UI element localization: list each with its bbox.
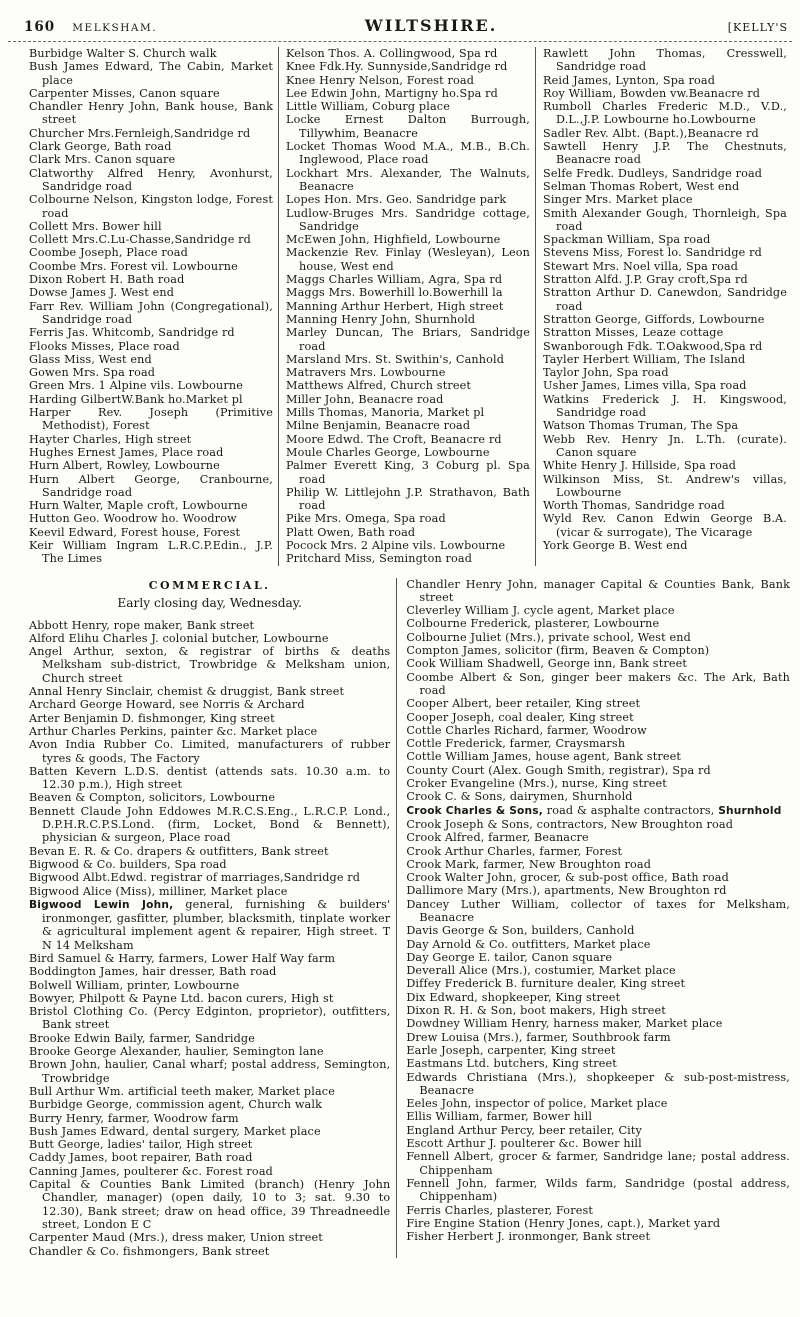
directory-entry: Bristol Clothing Co. (Percy Edginton, proprietor), outfitters, Bank street [29,1005,391,1032]
directory-entry: Colbourne Frederick, plasterer, Lowbourne [406,617,660,631]
directory-entry: Eastmans Ltd. butchers, King street [406,1057,617,1071]
directory-entry: Burbidge Walter S. Church walk [29,47,217,60]
directory-entry: Dixon R. H. & Son, boot makers, High street [406,1004,666,1018]
directory-entry: Harding GilbertW.Bank ho.Market pl [29,392,243,406]
directory-entry [29,898,390,952]
directory-entry: Crook Walter John, grocer, & sub-post office, Bath road [406,871,729,885]
directory-entry: Clark Mrs. Canon square [29,153,176,167]
directory-entry: Escott Arthur J. poulterer &c. Bower hill [406,1137,642,1151]
directory-entry: Coombe Mrs. Forest vil. Lowbourne [29,259,238,273]
directory-entry: Caddy James, boot repairer, Bath road [29,1151,253,1165]
directory-entry: County Court (Alex. Gough Smith, registrar), Spa rd [406,763,711,777]
directory-entry: Bush James Edward, The Cabin, Market place [29,60,273,87]
directory-entry: Bigwood & Co. builders, Spa road [29,857,227,871]
directory-entry: Churcher Mrs.Fernleigh,Sandridge rd [29,126,251,140]
directory-entry: Locket Thomas Wood M.A., M.B., B.Ch. Inglewood, Place road [286,140,530,167]
directory-entry: Little William, Coburg place [286,100,450,114]
directory-entry: Avon India Rubber Co. Limited, manufacturers of rubber tyres & goods, The Factory [29,738,391,765]
directory-entry: Tayler Herbert William, The Island [543,352,746,366]
page-header [0,0,800,38]
directory-entry: Keevil Edward, Forest house, Forest [29,525,241,539]
directory-entry: Colbourne Juliet (Mrs.), private school, West end [406,630,691,644]
directory-entry: Day Arnold & Co. outfitters, Market place [406,937,651,951]
directory-entry: Burbidge George, commission agent, Church walk [29,1098,323,1112]
directory-entry: Fennell Albert, grocer & farmer, Sandridge lane; postal address. Chippenham [406,1150,790,1177]
directory-entry: Philip W. Littlejohn J.P. Strathavon, Bath road [286,485,530,513]
directory-entry: Boddington James, hair dresser, Bath road [29,965,277,979]
directory-entry: Rumboll Charles Frederic M.D., V.D., D.L.,J.P. Lowbourne ho.Lowbourne [543,100,787,127]
directory-entry: Bush James Edward, dental surgery, Market place [29,1124,321,1138]
directory-entry: Clatworthy Alfred Henry, Avonhurst, Sandridge road [29,166,273,193]
directory-entry: Knee Henry Nelson, Forest road [286,73,475,87]
directory-entry: Beaven & Compton, solicitors, Lowbourne [29,791,276,805]
directory-entry: Dancey Luther William, collector of taxes for Melksham, Beanacre [406,897,790,924]
directory-entry: Reid James, Lynton, Spa road [543,73,716,87]
directory-entry: Stratton Arthur D. Canewdon, Sandridge road [543,286,787,313]
directory-entry: Annal Henry Sinclair, chemist & druggist, Bank street [29,685,345,699]
directory-entry: Manning Henry John, Shurnhold [286,312,476,326]
residents-column-2 [278,47,535,566]
directory-entry: Cooper Joseph, coal dealer, King street [406,710,634,724]
commercial-column-1 [22,578,396,1258]
directory-entry: Farr Rev. William John (Congregational), Sandridge road [29,299,273,326]
directory-entry: Bowyer, Philpott & Payne Ltd. bacon curers, High st [29,991,334,1005]
entry-text: road & asphalte contractors, [543,803,719,817]
directory-entry: Day George E. tailor, Canon square [406,950,613,964]
directory-entry: Hurn Albert, Rowley, Lowbourne [29,459,220,473]
directory-entry: Crook Alfred, farmer, Beanacre [406,831,589,845]
directory-entry: Palmer Everett King, 3 Coburg pl. Spa road [286,459,530,486]
directory-entry: Drew Louisa (Mrs.), farmer, Southbrook farm [406,1030,671,1044]
directory-entry: Abbott Henry, rope maker, Bank street [29,618,255,632]
directory-entry [406,804,790,818]
directory-entry: Rawlett John Thomas, Cresswell, Sandridge road [543,47,787,74]
directory-entry: Burry Henry, farmer, Woodrow farm [29,1111,239,1125]
directory-entry: Cooper Albert, beer retailer, King street [406,697,641,711]
header-left [24,16,234,35]
directory-entry: Arter Benjamin D. fishmonger, King street [29,711,275,725]
directory-entry: Hayter Charles, High street [29,432,192,446]
directory-entry: Roy William, Bowden vw.Beanacre rd [543,86,761,100]
directory-entry: Compton James, solicitor (firm, Beaven & Compton) [406,644,710,658]
directory-entry: Manning Arthur Herbert, High street [286,299,504,313]
commercial-heading: COMMERCIAL. [148,578,271,592]
directory-entry: Chandler Henry John, Bank house, Bank street [29,100,273,127]
directory-entry: Carpenter Misses, Canon square [29,86,220,100]
directory-entry: Selman Thomas Robert, West end [543,179,740,193]
directory-entry: Cook William Shadwell, George inn, Bank street [406,657,688,671]
directory-entry: Capital & Counties Bank Limited (branch) (Henry John Chandler, manager) (open daily, 10 to 3; sat. 9.30 to 12.30), Bank street; draw on head office, 39 Threadneedle street, London E C [29,1178,391,1231]
directory-entry: Coombe Albert & Son, ginger beer makers &c. The Ark, Bath road [406,670,790,697]
directory-entry: Green Mrs. 1 Alpine vils. Lowbourne [29,379,243,393]
directory-entry: Glass Miss, West end [29,352,152,366]
directory-entry: Usher James, Limes villa, Spa road [543,379,747,393]
directory-entry: Flooks Misses, Place road [29,339,180,353]
directory-entry: Crook Joseph & Sons, contractors, New Broughton road [406,817,734,831]
directory-entry: Pocock Mrs. 2 Alpine vils. Lowbourne [286,538,506,552]
commercial-column-2 [396,578,792,1258]
directory-entry: Butt George, ladies' tailor, High street [29,1138,253,1152]
directory-entry: Hutton Geo. Woodrow ho. Woodrow [29,512,237,526]
directory-entry: Ellis William, farmer, Bower hill [406,1110,593,1124]
publisher-mark: [KELLY'S [727,21,788,34]
directory-entry: Dallimore Mary (Mrs.), apartments, New Broughton rd [406,884,727,898]
directory-entry: Cleverley William J. cycle agent, Market place [406,604,675,618]
directory-entry: Taylor John, Spa road [543,366,669,380]
directory-entry: Stratton George, Giffords, Lowbourne [543,312,765,326]
directory-entry: McEwen John, Highfield, Lowbourne [286,233,501,247]
directory-entry: Coombe Joseph, Place road [29,246,188,260]
residents-section [0,42,800,572]
directory-entry: Diffey Frederick B. furniture dealer, King street [406,977,686,991]
directory-entry: Cottle Charles Richard, farmer, Woodrow [406,723,647,737]
place-name: MELKSHAM. [72,22,158,34]
directory-entry: Collett Mrs. Bower hill [29,219,162,233]
directory-entry: Lockhart Mrs. Alexander, The Walnuts, Beanacre [286,166,530,193]
directory-entry: Moore Edwd. The Croft, Beanacre rd [286,432,502,446]
directory-entry: Milne Benjamin, Beanacre road [286,419,471,433]
directory-entry: Stratton Alfd. J.P. Gray croft,Spa rd [543,273,748,287]
directory-entry: Wilkinson Miss, St. Andrew's villas, Lowbourne [543,472,787,499]
directory-entry: Cottle William James, house agent, Bank street [406,750,682,764]
directory-entry: Sawtell Henry J.P. The Chestnuts, Beanacre road [543,140,787,167]
directory-entry: Bolwell William, printer, Lowbourne [29,978,240,992]
directory-entry: Clark George, Bath road [29,140,172,154]
directory-entry: Hurn Walter, Maple croft, Lowbourne [29,499,248,513]
directory-entry: Earle Joseph, carpenter, King street [406,1043,616,1057]
directory-entry: Carpenter Maud (Mrs.), dress maker, Union street [29,1231,323,1245]
directory-entry: Edwards Christiana (Mrs.), shopkeeper & sub-post-mistress, Beanacre [406,1070,790,1097]
directory-entry: Batten Kevern L.D.S. dentist (attends sats. 10.30 a.m. to 12.30 p.m.), High street [29,764,391,792]
directory-entry: Matthews Alfred, Church street [286,379,472,393]
entry-bold-name: Crook Charles & Sons, [406,804,544,817]
directory-entry: Spackman William, Spa road [543,233,711,247]
directory-entry: Canning James, poulterer &c. Forest road [29,1164,273,1178]
county-title: WILTSHIRE. [364,16,498,35]
directory-entry: York George B. West end [543,538,688,552]
directory-entry: Marley Duncan, The Briars, Sandridge road [286,326,530,353]
page-number: 160 [24,19,56,35]
directory-entry: Dixon Robert H. Bath road [29,273,185,287]
directory-entry: Dix Edward, shopkeeper, King street [406,990,621,1004]
directory-entry: Cottle Frederick, farmer, Craysmarsh [406,737,626,751]
directory-entry: Ferris Jas. Whitcomb, Sandridge rd [29,326,235,340]
directory-entry: Smith Alexander Gough, Thornleigh, Spa road [543,206,787,233]
directory-entry: Croker Evangeline (Mrs.), nurse, King street [406,777,667,791]
directory-entry: Pritchard Miss, Semington road [286,552,473,566]
commercial-entries-left [29,619,390,1258]
directory-entry: Dowse James J. West end [29,286,175,300]
directory-entry: Stevens Miss, Forest lo. Sandridge rd [543,246,762,260]
directory-entry: Stratton Misses, Leaze cottage [543,326,724,340]
directory-entry: Crook C. & Sons, dairymen, Shurnhold [406,790,633,804]
directory-entry: Worth Thomas, Sandridge road [543,499,725,513]
directory-entry: Watkins Frederick J. H. Kingswood, Sandridge road [543,392,787,420]
directory-entry: Brooke George Alexander, haulier, Semington lane [29,1045,324,1059]
directory-entry: Ferris Charles, plasterer, Forest [406,1203,593,1217]
residents-column-1 [22,47,278,566]
directory-entry: Bird Samuel & Harry, farmers, Lower Half Way farm [29,952,336,965]
directory-entry: Singer Mrs. Market place [543,193,693,207]
directory-entry: Dowdney William Henry, harness maker, Market place [406,1017,723,1031]
directory-entry: Maggs Mrs. Bowerhill lo.Bowerhill la [286,286,503,300]
directory-entry: Fennell John, farmer, Wilds farm, Sandridge (postal address, Chippenham) [406,1176,790,1204]
directory-entry: England Arthur Percy, beer retailer, City [406,1123,643,1137]
directory-entry: White Henry J. Hillside, Spa road [543,459,737,473]
directory-entry: Lopes Hon. Mrs. Geo. Sandridge park [286,193,507,207]
directory-entry: Watson Thomas Truman, The Spa [543,419,739,433]
directory-entry: Archard George Howard, see Norris & Archard [29,698,305,712]
commercial-section [0,572,800,1258]
directory-entry: Alford Elihu Charles J. colonial butcher, Lowbourne [29,631,329,645]
directory-entry: Gowen Mrs. Spa road [29,366,156,380]
directory-entry: Moule Charles George, Lowbourne [286,445,490,459]
directory-entry: Arthur Charles Perkins, painter &c. Market place [29,724,318,738]
directory-entry: Chandler & Co. fishmongers, Bank street [29,1244,270,1258]
directory-entry: Bevan E. R. & Co. drapers & outfitters, Bank street [29,844,329,858]
entry-bold-name: Shurnhold [718,804,782,817]
directory-entry: Marsland Mrs. St. Swithin's, Canhold [286,352,505,366]
directory-entry: Crook Mark, farmer, New Broughton road [406,857,652,871]
directory-entry: Maggs Charles William, Agra, Spa rd [286,273,503,287]
directory-entry: Hughes Ernest James, Place road [29,445,224,459]
early-closing-note: Early closing day, Wednesday. [117,595,302,610]
directory-entry: Selfe Fredk. Dudleys, Sandridge road [543,166,763,180]
directory-entry: Brown John, haulier, Canal wharf; postal address, Semington, Trowbridge [29,1058,391,1085]
directory-entry: Platt Owen, Bath road [286,525,416,539]
directory-entry: Mackenzie Rev. Finlay (Wesleyan), Leon house, West end [286,246,530,273]
directory-entry: Bennett Claude John Eddowes M.R.C.S.Eng., L.R.C.P. Lond., D.P.H.R.C.P.S.Lond. (firm, Locket, Bond & Bennett), physician & surgeon, Place road [29,804,391,845]
directory-entry: Deverall Alice (Mrs.), costumier, Market place [406,964,676,978]
directory-entry: Matravers Mrs. Lowbourne [286,366,446,380]
residents-column-3 [535,47,792,566]
directory-entry: Fire Engine Station (Henry Jones, capt.), Market yard [406,1216,721,1230]
directory-entry: Locke Ernest Dalton Burrough, Tillywhim, Beanacre [286,113,530,140]
directory-entry: Mills Thomas, Manoria, Market pl [286,406,485,420]
directory-entry: Bull Arthur Wm. artificial teeth maker, Market place [29,1084,335,1098]
directory-entry: Collett Mrs.C.Lu-Chasse,Sandridge rd [29,233,251,247]
directory-entry: Pike Mrs. Omega, Spa road [286,512,446,526]
directory-entry: Fisher Herbert J. ironmonger, Bank street [406,1230,651,1244]
directory-entry: Sadler Rev. Albt. (Bapt.),Beanacre rd [543,126,759,140]
directory-entry: Miller John, Beanacre road [286,392,444,406]
entry-bold-name: Bigwood Lewin John, [29,898,174,911]
directory-entry: Ludlow-Bruges Mrs. Sandridge cottage, Sandridge [286,206,530,233]
directory-entry: Crook Arthur Charles, farmer, Forest [406,844,623,858]
directory-entry: Brooke Edwin Baily, farmer, Sandridge [29,1031,255,1045]
directory-entry: Hurn Albert George, Cranbourne, Sandridge road [29,472,273,499]
directory-entry: Knee Fdk.Hy. Sunnyside,Sandridge rd [286,60,508,74]
directory-entry: Stewart Mrs. Noel villa, Spa road [543,259,739,273]
directory-entry: Harper Rev. Joseph (Primitive Methodist), Forest [29,406,273,433]
directory-entry: Davis George & Son, builders, Canhold [406,924,635,938]
directory-entry: Chandler Henry John, manager Capital & Counties Bank, Bank street [406,577,790,604]
directory-entry: Eeles John, inspector of police, Market place [406,1097,668,1111]
directory-entry: Colbourne Nelson, Kingston lodge, Forest road [29,193,273,220]
entry-text: general, furnishing & builders' ironmonger, gasfitter, plumber, blacksmith, tinplate worker & agricultural implement agent & repairer, High street. T N 14 Melksham [42,897,391,952]
directory-entry: Kelson Thos. A. Collingwood, Spa rd [286,47,498,60]
directory-entry: Webb Rev. Henry Jn. L.Th. (curate). Canon square [543,432,787,459]
directory-entry: Bigwood Albt.Edwd. registrar of marriages,Sandridge rd [29,871,361,885]
directory-entry: Angel Arthur, sexton, & registrar of births & deaths Melksham sub-district, Trowbridge & Melksham union, Church street [29,645,391,685]
directory-entry: Swanborough Fdk. T.Oakwood,Spa rd [543,339,763,353]
directory-entry: Wyld Rev. Canon Edwin George B.A. (vicar & surrogate), The Vicarage [543,512,787,539]
directory-entry: Lee Edwin John, Martigny ho.Spa rd [286,86,498,100]
directory-entry: Keir William Ingram L.R.C.P.Edin., J.P. The Limes [29,538,273,566]
directory-entry: Bigwood Alice (Miss), milliner, Market place [29,884,288,898]
